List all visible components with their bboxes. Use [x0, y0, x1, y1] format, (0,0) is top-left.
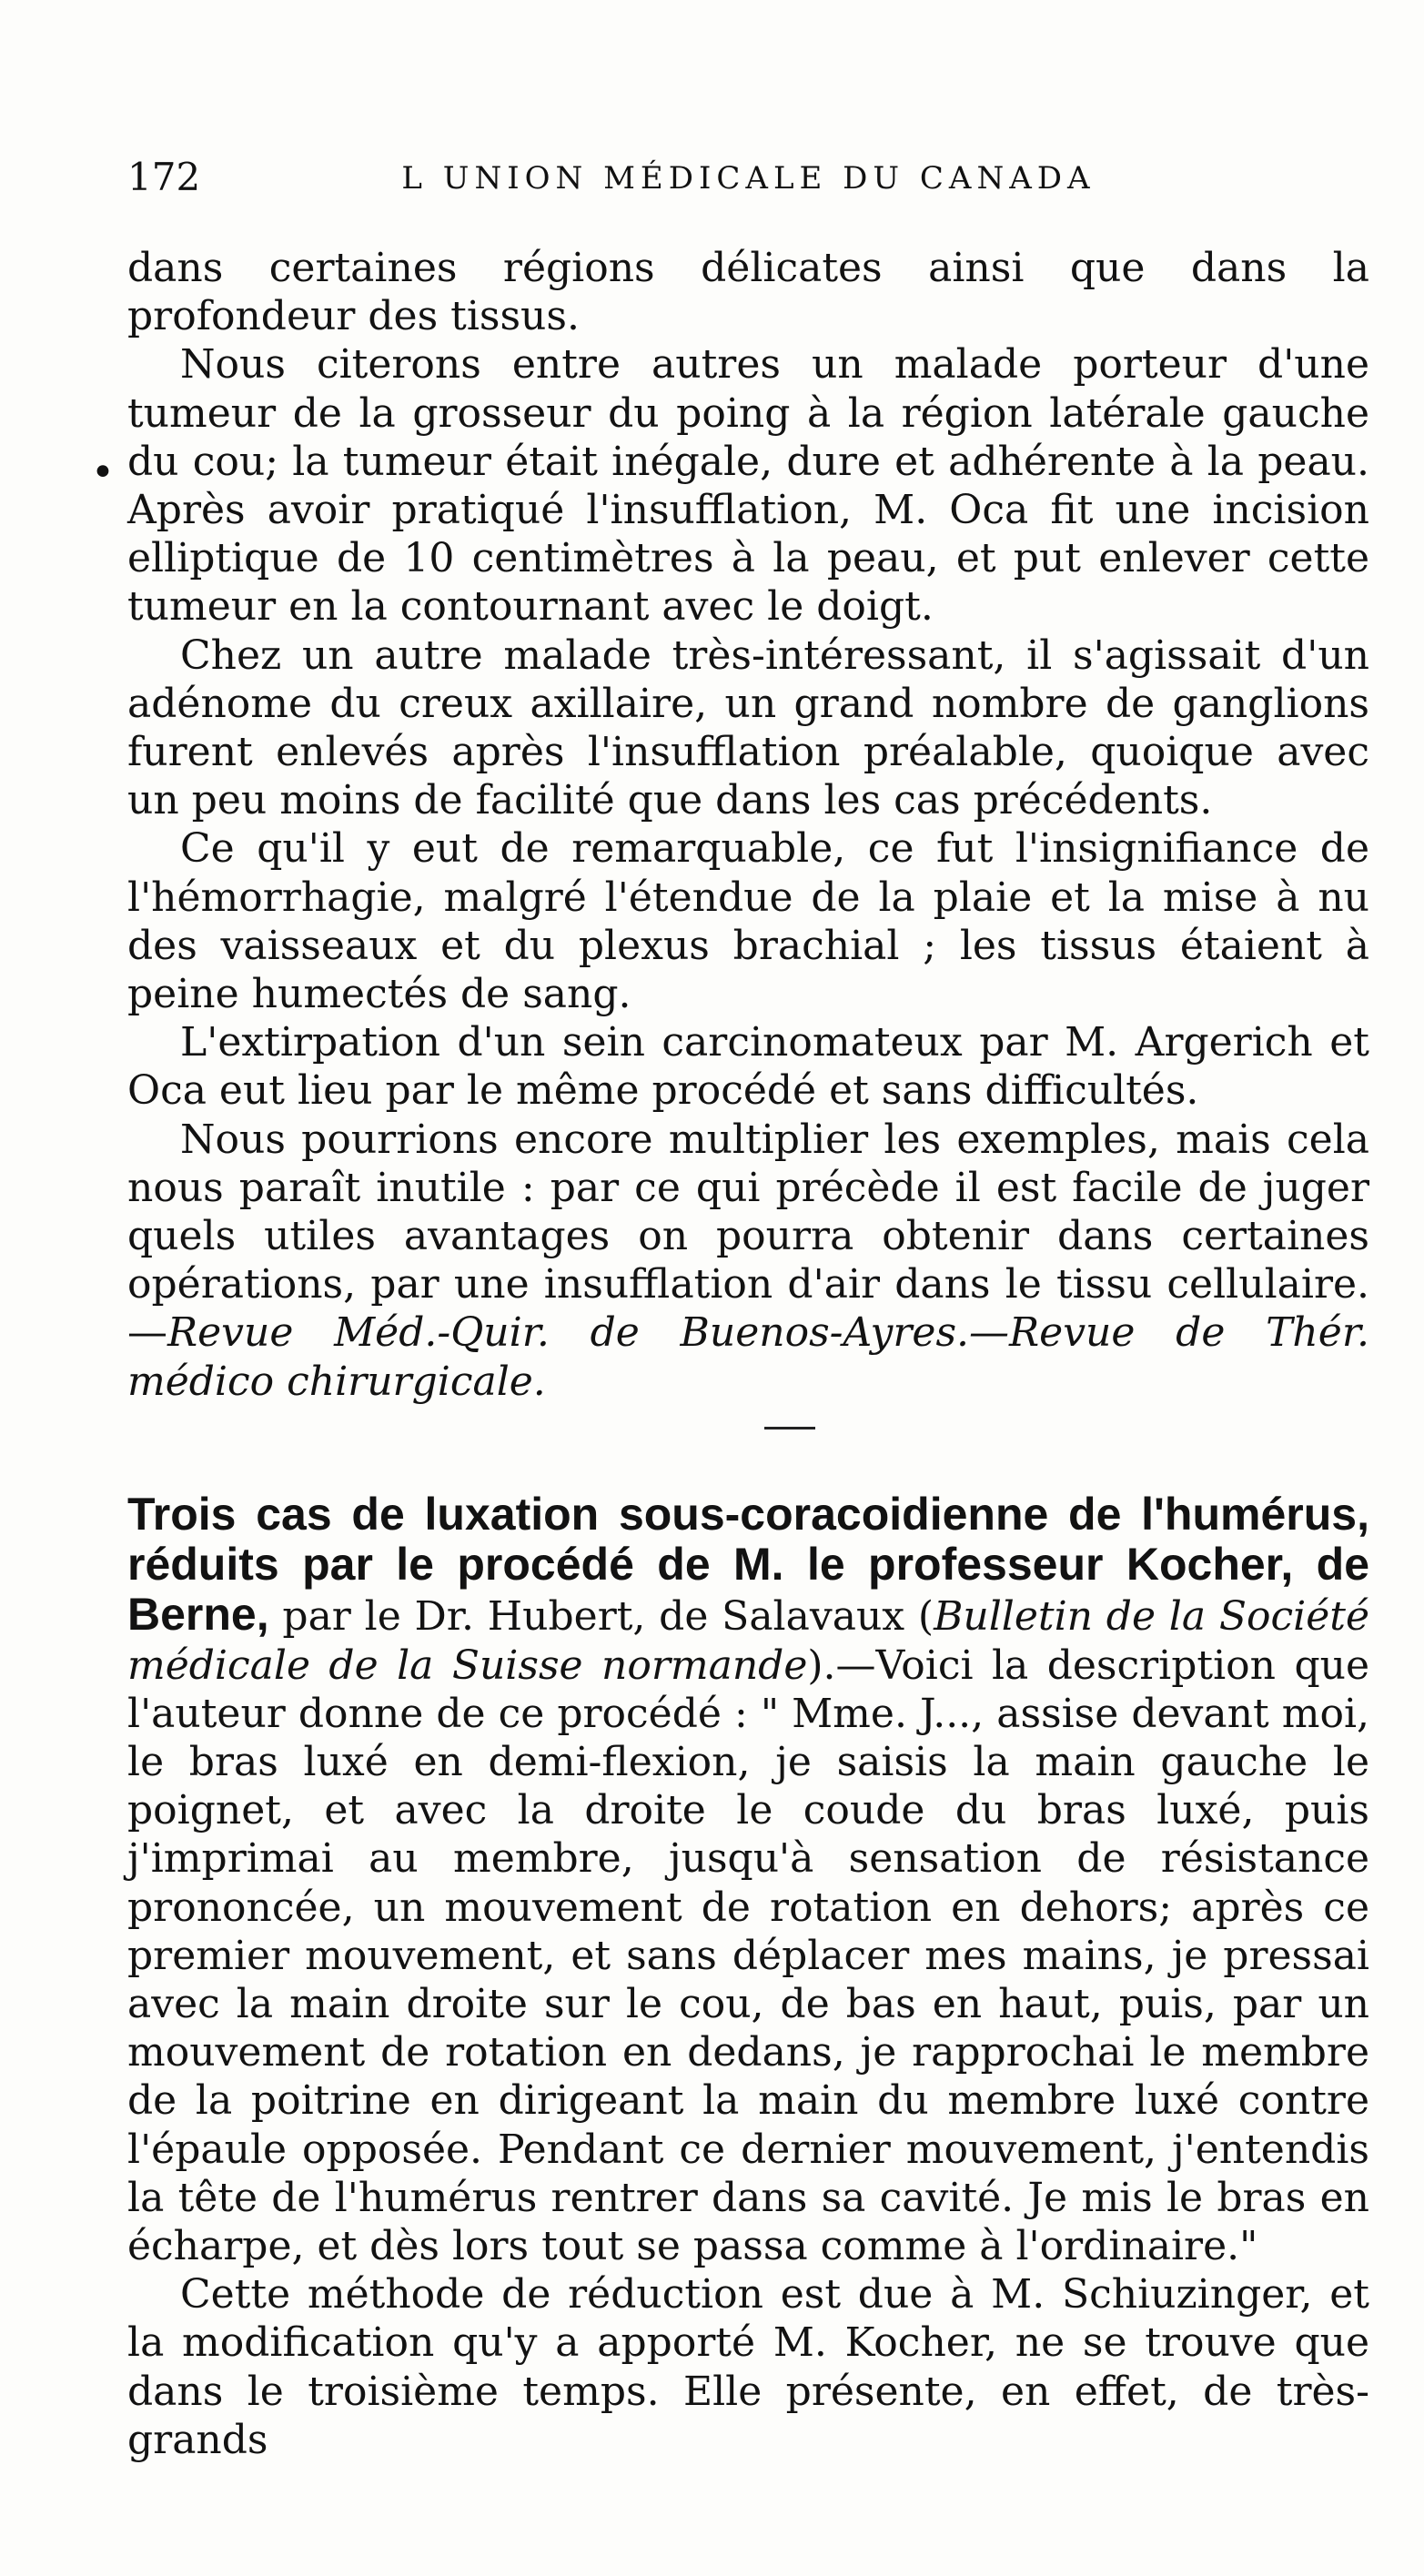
paragraph-6	[127, 1116, 1369, 1406]
paragraph-5: L'extirpation d'un sein carcinomateux par M. Argerich et Oca eut lieu par le même procédé et sans difficultés.	[127, 1019, 1369, 1115]
paragraph-4: Ce qu'il y eut de remarquable, ce fut l'insignifiance de l'hémorrhagie, malgré l'étendue de la plaie et la mise à nu des vaisseaux et du plexus brachial ; les tissus étaient à peine humectés de sang.	[127, 825, 1369, 1018]
reference-citation: Revue Méd.-Quir. de Buenos-Ayres.—Revue de Thér. médico chirurgicale.	[127, 1309, 1369, 1405]
article-lead-paragraph	[127, 1490, 1369, 2270]
margin-mark: •	[91, 450, 115, 496]
page-number: 172	[127, 155, 201, 199]
article-byline: par le Dr. Hubert, de Salavaux (	[268, 1593, 934, 1641]
section-divider	[764, 1427, 815, 1429]
article-continuation	[127, 244, 1369, 1406]
running-title: L UNION MÉDICALE DU CANADA	[401, 160, 1096, 197]
new-article	[127, 1490, 1369, 2464]
article-paragraph-2: Cette méthode de réduction est due à M. Schiuzinger, et la modification qu'y a apporté M. Kocher, ne se trouve que dans le troisième temps. Elle présente, en effet, de très-grands	[127, 2271, 1369, 2463]
page-header	[127, 155, 1369, 209]
article-quote: ).—Voici la description que l'auteur donne de ce procédé : " Mme. J..., assise devant moi, le bras luxé en demi-flexion, je saisis la main gauche le poignet, et avec la droite le coude du bras luxé, puis j'imprimai au membre, jusqu'à sensation de résistance prononcée, un mouvement de rotation en dehors; après ce premier mouvement, et sans déplacer mes mains, je pressai avec la main droite sur le cou, de bas en haut, puis, par un mouvement de rotation en dedans, je rapprochai le membre de la poitrine en dirigeant la main du membre luxé contre l'épaule opposée. Pendant ce dernier mouvement, j'entendis la tête de l'humérus rentrer dans sa cavité. Je mis le bras en écharpe, et dès lors tout se passa comme à l'ordinaire."	[127, 1642, 1369, 2270]
paragraph-2: Nous citerons entre autres un malade porteur d'une tumeur de la grosseur du poing à la région latérale gauche du cou; la tumeur était inégale, dure et adhérente à la peau. Après avoir pratiqué l'insufflation, M. Oca fit une incision elliptique de 10 centimètres à la peau, et put enlever cette tumeur en la contournant avec le doigt.	[127, 341, 1369, 631]
article-title: Trois cas de luxation sous-coracoidienne de l'humérus, réduits par le procédé de M. le professeur Kocher, de Berne,	[127, 1489, 1369, 1641]
paragraph-1: dans certaines régions délicates ainsi que dans la profondeur des tissus.	[127, 245, 1369, 340]
article-source: Bulletin de la Société médicale de la Suisse normande	[127, 1593, 1369, 1689]
paragraph-3: Chez un autre malade très-intéressant, il s'agissait d'un adénome du creux axillaire, un grand nombre de ganglions furent enlevés après l'insufflation préalable, quoique avec un peu moins de facilité que dans les cas précédents.	[127, 631, 1369, 824]
paragraph-6-text: Nous pourrions encore multiplier les exemples, mais cela nous paraît inutile : par ce qui précède il est facile de juger quels utiles avantages on pourra obtenir dans certaines opérations, par une insufflation d'air dans le tissu cellulaire.—	[127, 1116, 1369, 1357]
